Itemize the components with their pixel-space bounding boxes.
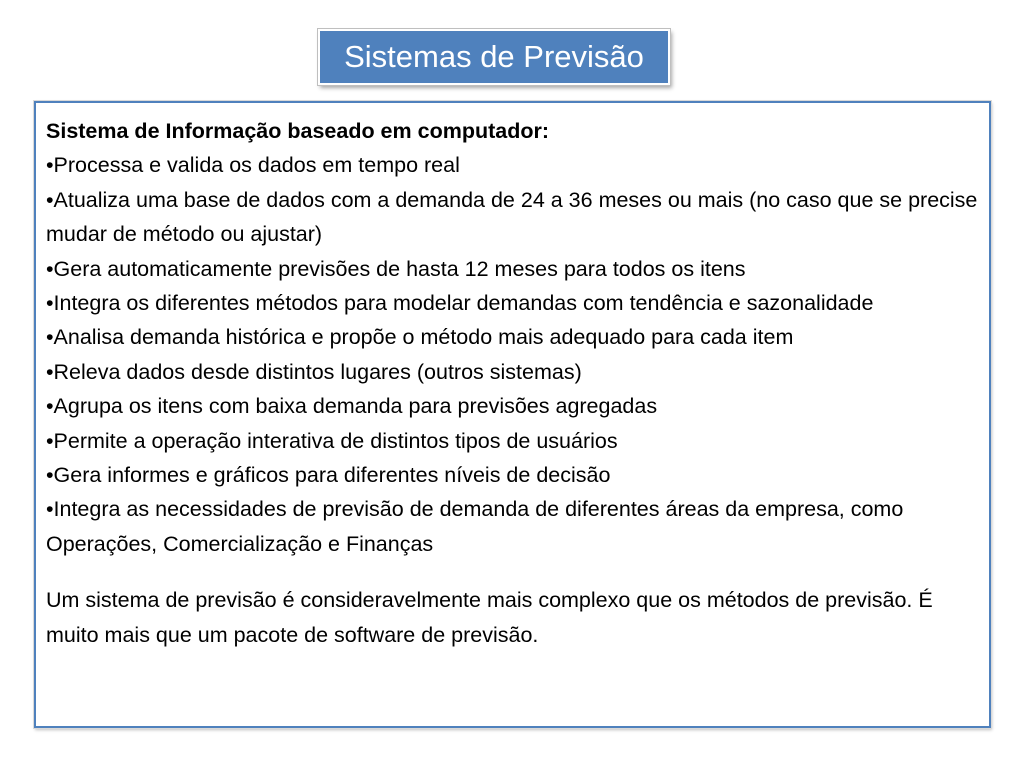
content-box <box>34 101 991 728</box>
bullet-item: •Integra os diferentes métodos para modelar demandas com tendência e sazonalidade <box>46 291 874 316</box>
bullet-item: •Gera automaticamente previsões de hasta 12 meses para todos os itens <box>46 256 746 281</box>
bullet-item: •Gera informes e gráficos para diferentes níveis de decisão <box>46 463 611 488</box>
bullet-item: •Atualiza uma base de dados com a demanda de 24 a 36 meses ou mais (no caso que se precise mudar de método ou ajustar) <box>46 187 978 247</box>
bullet-item: •Agrupa os itens com baixa demanda para previsões agregadas <box>46 394 658 419</box>
conclusion-paragraph: Um sistema de previsão é consideravelmente mais complexo que os métodos de previsão. É muito mais que um pacote de software de previsão. <box>46 588 933 647</box>
content-heading: Sistema de Informação baseado em computador: <box>46 119 549 143</box>
bullet-item: •Permite a operação interativa de distintos tipos de usuários <box>46 428 618 453</box>
slide-title-box <box>318 29 670 85</box>
bullet-item: •Releva dados desde distintos lugares (outros sistemas) <box>46 359 582 384</box>
slide-title: Sistemas de Previsão <box>344 39 644 74</box>
bullet-item: •Integra as necessidades de previsão de demanda de diferentes áreas da empresa, como Operações, Comercialização e Finanças <box>46 497 904 556</box>
paragraph-spacer <box>46 561 981 583</box>
bullet-item: •Processa e valida os dados em tempo real <box>46 153 460 178</box>
bullet-item: •Analisa demanda histórica e propõe o método mais adequado para cada item <box>46 325 794 350</box>
